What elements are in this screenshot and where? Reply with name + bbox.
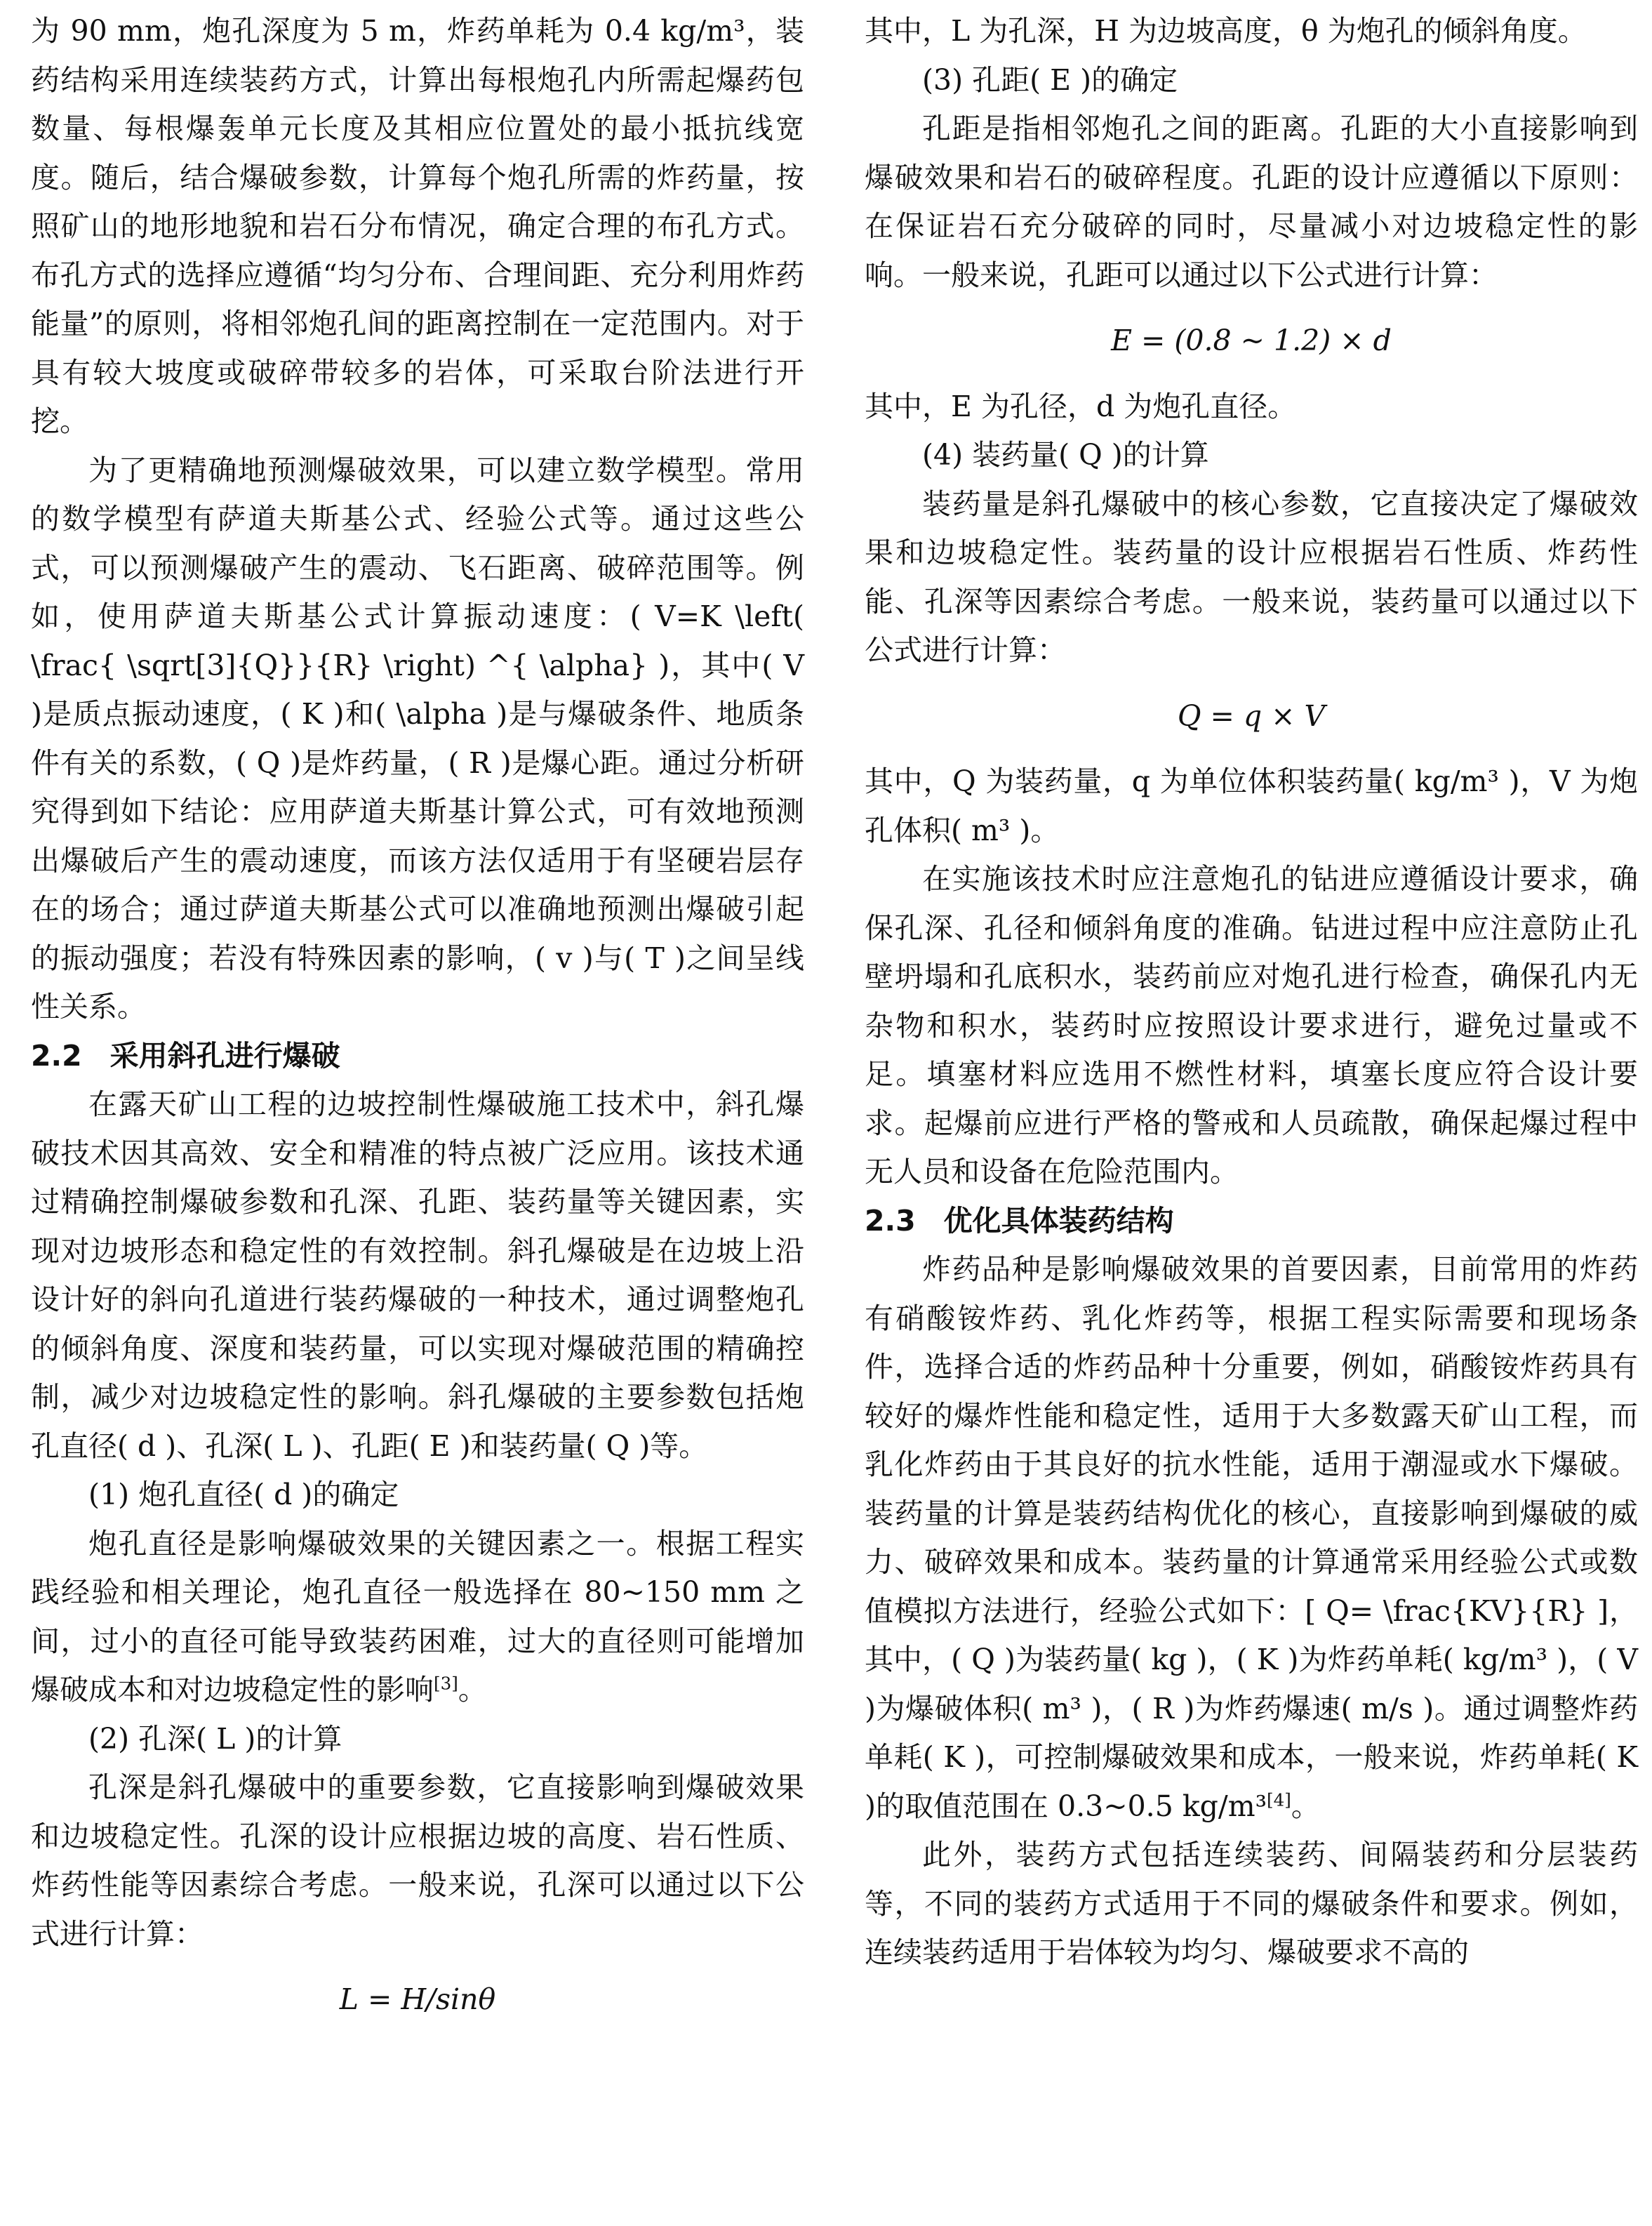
paragraph: 装药量是斜孔爆破中的核心参数，它直接决定了爆破效果和边坡稳定性。装药量的设计应根据岩石性质、炸药性能、孔深等因素综合考虑。一般来说，装药量可以通过以下公式进行计算： — [865, 486, 1638, 667]
paragraph-text: 炮孔直径是影响爆破效果的关键因素之一。根据工程实践经验和相关理论，炮孔直径一般选择在 80~150 mm 之间，过小的直径可能导致装药困难，过大的直径则可能增加爆破成本和对边坡稳定性的影响 — [31, 1526, 804, 1707]
paragraph: 孔距是指相邻炮孔之间的距离。孔距的大小直接影响到爆破效果和岩石的破碎程度。孔距的设计应遵循以下原则：在保证岩石充分破碎的同时，尽量减小对边坡稳定性的影响。一般来说，孔距可以通过以下公式进行计算： — [865, 112, 1638, 292]
paragraph — [31, 1520, 804, 1715]
subsection-heading: (1) 炮孔直径( d )的确定 — [88, 1478, 399, 1511]
paragraph: 此外，装药方式包括连续装药、间隔装药和分层装药等，不同的装药方式适用于不同的爆破条件和要求。例如，连续装药适用于岩体较为均匀、爆破要求不高的 — [865, 1838, 1638, 1969]
paragraph: 在实施该技术时应注意炮孔的钻进应遵循设计要求，确保孔深、孔径和倾斜角度的准确。钻进过程中应注意防止孔壁坍塌和孔底积水，装药前应对炮孔进行检查，确保孔内无杂物和积水，装药时应按照设计要求进行，避免过量或不足。填塞材料应选用不燃性材料，填塞长度应符合设计要求。起爆前应进行严格的警戒和人员疏散，确保起爆过程中无人员和设备在危险范围内。 — [865, 862, 1638, 1188]
section-heading-2-3 — [865, 1197, 1638, 1246]
paragraph — [865, 1245, 1638, 1831]
paragraph: 为 90 mm，炮孔深度为 5 m，炸药单耗为 0.4 kg/m³，装药结构采用连续装药方式，计算出每根炮孔内所需起爆药包数量、每根爆轰单元长度及其相应位置处的最小抵抗线宽度。随后，结合爆破参数，计算每个炮孔所需的炸药量，按照矿山的地形地貌和岩石分布情况，确定合理的布孔方式。布孔方式的选择应遵循“均匀分布、合理间距、充分利用炸药能量”的原则，将相邻炮孔间的距离控制在一定范围内。对于具有较大坡度或破碎带较多的岩体，可采取台阶法进行开挖。 — [31, 14, 804, 438]
subsection-heading: (4) 装药量( Q )的计算 — [922, 438, 1209, 472]
left-column — [31, 7, 804, 2041]
section-number: 2.3 — [865, 1203, 916, 1238]
paragraph: 其中，E 为孔径，d 为炮孔直径。 — [865, 389, 1297, 423]
paragraph: 在露天矿山工程的边坡控制性爆破施工技术中，斜孔爆破技术因其高效、安全和精准的特点被广泛应用。该技术通过精确控制爆破参数和孔深、孔距、装药量等关键因素，实现对边坡形态和稳定性的有效控制。斜孔爆破是在边坡上沿设计好的斜向孔道进行装药爆破的一种技术，通过调整炮孔的倾斜角度、深度和装药量，可以实现对爆破范围的精确控制，减少对边坡稳定性的影响。斜孔爆破的主要参数包括炮孔直径( d )、孔深( L )、孔距( E )和装药量( Q )等。 — [31, 1087, 804, 1463]
paragraph: 其中，L 为孔深，H 为边坡高度，θ 为炮孔的倾斜角度。 — [865, 14, 1587, 48]
section-title: 采用斜孔进行爆破 — [109, 1038, 340, 1073]
section-title: 优化具体装药结构 — [943, 1203, 1174, 1238]
paragraph: 为了更精确地预测爆破效果，可以建立数学模型。常用的数学模型有萨道夫斯基公式、经验公式等。通过这些公式，可以预测爆破产生的震动、飞石距离、破碎范围等。例如，使用萨道夫斯基公式计算振动速度：( V=K \left( \frac{ \sqrt[3]{Q}}{R} \right) ^{ \alpha} )，其中( V )是质点振动速度，( K )和( \alpha )是与爆破条件、地质条件有关的系数，( Q )是炸药量，( R )是爆心距。通过分析研究得到如下结论：应用萨道夫斯基计算公式，可有效地预测出爆破后产生的震动速度，而该方法仅适用于有坚硬岩层存在的场合；通过萨道夫斯基公式可以准确地预测出爆破引起的振动强度；若没有特殊因素的影响，( v )与( T )之间呈线性关系。 — [31, 453, 804, 1023]
subsection-heading: (2) 孔深( L )的计算 — [88, 1721, 342, 1756]
subsection-heading: (3) 孔距( E )的确定 — [922, 62, 1178, 97]
citation-ref: [4] — [1267, 1789, 1291, 1810]
paragraph-end: 。 — [458, 1673, 487, 1707]
formula-hole-spacing: E = (0.8 ~ 1.2) × d — [1111, 324, 1392, 357]
paragraph-end: 。 — [1291, 1789, 1320, 1823]
right-column — [865, 7, 1638, 1977]
paragraph: 其中，Q 为装药量，q 为单位体积装药量( kg/m³ )，V 为炮孔体积( m³ )。 — [865, 764, 1638, 847]
paragraph: 孔深是斜孔爆破中的重要参数，它直接影响到爆破效果和边坡稳定性。孔深的设计应根据边坡的高度、岩石性质、炸药性能等因素综合考虑。一般来说，孔深可以通过以下公式进行计算： — [31, 1770, 804, 1951]
formula-charge: Q = q × V — [1177, 698, 1326, 733]
section-number: 2.2 — [31, 1038, 82, 1073]
paragraph-text: 炸药品种是影响爆破效果的首要因素，目前常用的炸药有硝酸铵炸药、乳化炸药等，根据工程实际需要和现场条件，选择合适的炸药品种十分重要，例如，硝酸铵炸药具有较好的爆炸性能和稳定性，适用于大多数露天矿山工程，而乳化炸药由于其良好的抗水性能，适用于潮湿或水下爆破。装药量的计算是装药结构优化的核心，直接影响到爆破的威力、破碎效果和成本。装药量的计算通常采用经验公式或数值模拟方法进行，经验公式如下：[ Q= \frac{KV}{R} ]，其中，( Q )为装药量( kg )，( K )为炸药单耗( kg/m³ )，( V )为爆破体积( m³ )，( R )为炸药爆速( m/s )。通过调整炸药单耗( K )，可控制爆破效果和成本，一般来说，炸药单耗( K )的取值范围在 0.3~0.5 kg/m³ — [865, 1252, 1638, 1823]
formula-hole-depth: L = H/sinθ — [339, 1982, 496, 2016]
section-heading-2-2 — [31, 1032, 804, 1081]
citation-ref: [3] — [434, 1673, 458, 1694]
